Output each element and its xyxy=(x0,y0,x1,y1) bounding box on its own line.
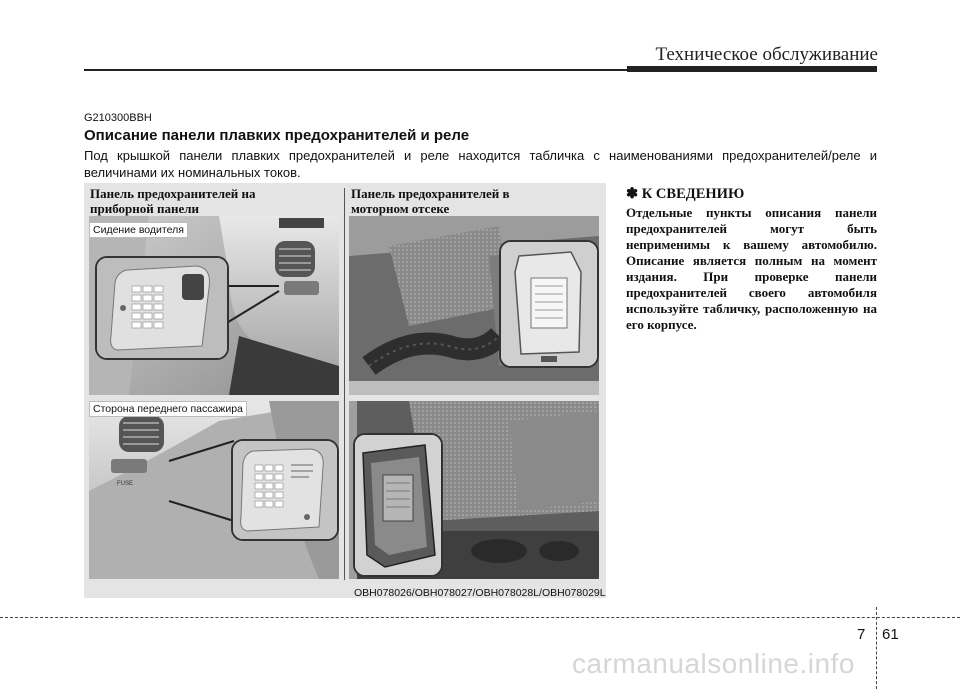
section-heading: Описание панели плавких предохранителей и реле xyxy=(84,127,470,144)
section-intro: Под крышкой панели плавких предохранителей и реле находится табличка с наименованиями предохранителей/реле и величинами их номинальных токов. xyxy=(84,148,877,180)
figure-caption-left: Панель предохранителей на приборной панели xyxy=(90,186,256,216)
driver-fusebox-closeup xyxy=(97,258,227,358)
photo-driver-side xyxy=(89,216,339,395)
zoom-driver-fusebox xyxy=(95,256,229,360)
figure-divider xyxy=(344,188,345,580)
zoom-engine-fusebox-top xyxy=(499,240,599,368)
chapter-number: 7 xyxy=(857,626,866,643)
photo-engine-top xyxy=(349,216,599,395)
section-code: G210300BBH xyxy=(84,112,152,124)
page-number: 61 xyxy=(882,626,899,643)
header-rule-accent xyxy=(627,66,877,72)
passenger-side-label: Сторона переднего пассажира xyxy=(89,401,247,417)
passenger-fusebox-closeup xyxy=(233,441,337,539)
engine-fusebox-cover-closeup xyxy=(355,435,441,575)
note-title-text: К СВЕДЕНИЮ xyxy=(641,186,745,202)
note-title xyxy=(626,186,744,203)
photo-engine-close xyxy=(349,401,599,579)
figure-code: OBH078026/OBH078027/OBH078028L/OBH078029L xyxy=(354,587,606,599)
watermark: carmanualsonline.info xyxy=(572,648,855,679)
note-body: Отдельные пункты описания панели предохранителей могут быть неприменимы к вашему автомобилю. Описание является полным на момент издания. При проверке панели предохранителей своего автомобиля используйте табличку, расположенную на его корпусе. xyxy=(626,205,877,332)
driver-side-label: Сидение водителя xyxy=(89,222,188,238)
footer-rule xyxy=(0,617,960,618)
engine-fusebox-closeup xyxy=(501,242,597,366)
note-symbol: ✽ xyxy=(626,186,639,202)
footer-vertical-rule xyxy=(876,607,877,689)
fuse-mark-text: FUSE xyxy=(117,481,134,487)
zoom-passenger-fusebox xyxy=(231,439,339,541)
figure-caption-right: Панель предохранителей в моторном отсеке xyxy=(351,186,510,216)
zoom-engine-fusebox-open xyxy=(353,433,443,577)
photo-passenger-side xyxy=(89,401,339,579)
header-title: Техническое обслуживание xyxy=(655,44,878,65)
